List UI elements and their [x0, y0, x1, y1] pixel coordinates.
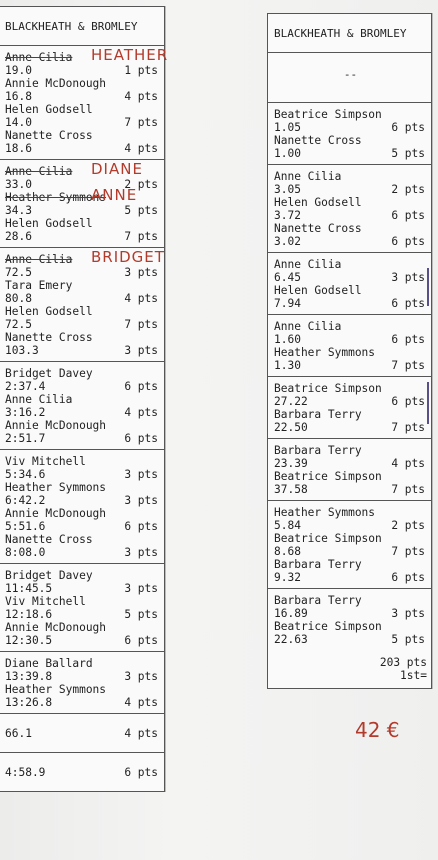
points: 6 pts: [391, 209, 425, 222]
athlete-name: Viv Mitchell: [5, 455, 86, 468]
result-value: 1.00: [274, 147, 301, 160]
result-row: [5, 318, 160, 331]
athlete-name: Helen Godsell: [274, 284, 362, 297]
event-cell: [0, 652, 164, 714]
athlete-entry: [274, 320, 427, 346]
points: 4 pts: [124, 292, 158, 305]
result-value: 13:39.8: [5, 670, 53, 683]
event-cell: [268, 103, 431, 165]
result-row: [274, 183, 427, 196]
points: 6 pts: [391, 395, 425, 408]
athlete-name: Anne Cilia: [274, 320, 342, 333]
athlete-name: Nanette Cross: [274, 222, 362, 235]
athlete-name: Tara Emery: [5, 279, 73, 292]
empty-event-cell: --: [268, 53, 431, 103]
result-row: [274, 519, 427, 532]
result-row: [274, 421, 427, 434]
result-row: [5, 696, 160, 709]
points: 3 pts: [124, 266, 158, 279]
athlete-name: Helen Godsell: [5, 103, 93, 116]
athlete-entry: [274, 444, 427, 470]
points: 7 pts: [124, 116, 158, 129]
result-value: 37.58: [274, 483, 308, 496]
result-row: [5, 546, 160, 559]
points: 4 pts: [124, 727, 158, 740]
result-value: 103.3: [5, 344, 39, 357]
points: 7 pts: [391, 483, 425, 496]
athlete-name: Beatrice Simpson: [274, 108, 382, 121]
athlete-name: Barbara Terry: [274, 558, 362, 571]
result-value: 12:30.5: [5, 634, 53, 647]
result-value: 13:26.8: [5, 696, 53, 709]
right-cells: [268, 103, 431, 650]
event-cell: [0, 753, 164, 791]
points: 3 pts: [124, 468, 158, 481]
result-value: 9.32: [274, 571, 301, 584]
result-value: 33.0: [5, 178, 32, 191]
event-cell: [268, 315, 431, 377]
result-row: [5, 608, 160, 621]
athlete-entry: [5, 393, 160, 419]
athlete-entry: [274, 620, 427, 646]
event-cell: [0, 362, 164, 450]
athlete-entry: [5, 455, 160, 481]
result-row: [274, 571, 427, 584]
result-row: [5, 494, 160, 507]
event-cell: [268, 589, 431, 650]
points: 2 pts: [391, 183, 425, 196]
result-value: 1.30: [274, 359, 301, 372]
result-value: 3.72: [274, 209, 301, 222]
result-row: [5, 520, 160, 533]
athlete-entry: [274, 108, 427, 134]
points: 7 pts: [391, 545, 425, 558]
athlete-entry: [5, 279, 160, 305]
athlete-name: Anne Cilia: [274, 170, 342, 183]
result-value: 72.5: [5, 266, 32, 279]
athlete-name: Bridget Davey: [5, 367, 93, 380]
athlete-entry: [5, 248, 165, 279]
athlete-entry: [274, 408, 427, 434]
athlete-entry: [5, 727, 160, 740]
result-value: 3.05: [274, 183, 301, 196]
result-row: [5, 142, 160, 155]
athlete-name: Beatrice Simpson: [274, 470, 382, 483]
athlete-entry: [5, 657, 160, 683]
result-value: 3:16.2: [5, 406, 46, 419]
result-row: [5, 380, 160, 393]
result-row: [274, 395, 427, 408]
points: 3 pts: [124, 546, 158, 559]
result-row: [5, 468, 160, 481]
athlete-name: Heather Symmons: [274, 346, 376, 359]
result-row: [5, 230, 160, 243]
athlete-entry: [5, 103, 160, 129]
result-value: 12:18.6: [5, 608, 53, 621]
points: 2 pts: [391, 519, 425, 532]
event-cell: [0, 46, 169, 160]
athlete-name: Beatrice Simpson: [274, 382, 382, 395]
points: 3 pts: [124, 344, 158, 357]
event-cell: [268, 501, 431, 589]
handwritten-substitute-name: HEATHER: [91, 46, 169, 64]
athlete-entry: [274, 594, 427, 620]
athlete-name: Nanette Cross: [5, 533, 93, 546]
result-row: [274, 607, 427, 620]
athlete-entry: [274, 470, 427, 496]
athlete-name: Barbara Terry: [274, 408, 362, 421]
result-row: [5, 766, 160, 779]
result-row: [5, 634, 160, 647]
result-row: [5, 292, 160, 305]
athlete-entry: [274, 284, 427, 310]
athlete-name: Anne Cilia: [5, 165, 73, 178]
result-row: [274, 271, 427, 284]
result-row: [5, 204, 160, 217]
athlete-name: Barbara Terry: [274, 444, 362, 457]
athlete-entry: [274, 222, 427, 248]
athlete-entry: [5, 77, 160, 103]
result-row: [5, 116, 160, 129]
result-row: [5, 406, 160, 419]
points: 4 pts: [391, 457, 425, 470]
result-value: 22.63: [274, 633, 308, 646]
athlete-entry: [274, 134, 427, 160]
athlete-name: Anne Cilia: [5, 51, 73, 64]
points: 4 pts: [124, 90, 158, 103]
points: 6 pts: [391, 235, 425, 248]
athlete-entry: [5, 217, 160, 243]
athlete-entry: [274, 346, 427, 372]
total-cell: [268, 650, 431, 688]
result-value: 1.60: [274, 333, 301, 346]
athlete-entry: [274, 532, 427, 558]
athlete-name: Nanette Cross: [5, 331, 93, 344]
athlete-entry: [5, 481, 160, 507]
points: 6 pts: [391, 121, 425, 134]
total-points: 203 pts: [379, 656, 427, 669]
event-cell: [268, 439, 431, 501]
event-cell: [268, 377, 431, 439]
points: 2 pts: [124, 178, 158, 191]
result-row: [5, 266, 160, 279]
left-club-header: BLACKHEATH & BROMLEY: [0, 7, 164, 46]
left-results-column: [0, 6, 169, 792]
athlete-entry: [5, 305, 160, 331]
result-value: 1.05: [274, 121, 301, 134]
athlete-name: Barbara Terry: [274, 594, 362, 607]
result-value: 5.84: [274, 519, 301, 532]
athlete-entry: [5, 129, 160, 155]
athlete-name: Heather Symmons: [5, 191, 107, 204]
points: 4 pts: [124, 696, 158, 709]
result-value: 72.5: [5, 318, 32, 331]
athlete-name: Beatrice Simpson: [274, 620, 382, 633]
points: 6 pts: [124, 432, 158, 445]
result-row: [5, 344, 160, 357]
points: 6 pts: [124, 634, 158, 647]
handwritten-amount: 42 €: [355, 718, 400, 742]
athlete-entry: [5, 595, 160, 621]
result-value: 7.94: [274, 297, 301, 310]
result-row: [5, 432, 160, 445]
result-row: [5, 727, 160, 740]
result-row: [5, 670, 160, 683]
pen-mark: [427, 382, 429, 424]
result-value: 27.22: [274, 395, 308, 408]
athlete-name: Annie McDonough: [5, 621, 107, 634]
handwritten-substitute-name: BRIDGET: [91, 248, 165, 266]
result-value: 80.8: [5, 292, 32, 305]
athlete-entry: [274, 258, 427, 284]
result-value: 8:08.0: [5, 546, 46, 559]
result-row: [274, 235, 427, 248]
result-value: 66.1: [5, 727, 32, 740]
athlete-name: Annie McDonough: [5, 77, 107, 90]
athlete-name: Annie McDonough: [5, 419, 107, 432]
athlete-entry: [274, 170, 427, 196]
athlete-entry: [5, 569, 160, 595]
points: 4 pts: [124, 406, 158, 419]
result-row: [274, 633, 427, 646]
points: 5 pts: [124, 204, 158, 217]
result-row: [274, 545, 427, 558]
athlete-name: Viv Mitchell: [5, 595, 86, 608]
result-value: 3.02: [274, 235, 301, 248]
athlete-entry: [5, 507, 160, 533]
points: 6 pts: [391, 333, 425, 346]
result-value: 22.50: [274, 421, 308, 434]
athlete-name: Heather Symmons: [274, 506, 376, 519]
right-club-header: BLACKHEATH & BROMLEY: [268, 14, 431, 53]
athlete-entry: [5, 621, 160, 647]
points: 3 pts: [391, 271, 425, 284]
result-row: [5, 582, 160, 595]
points: 6 pts: [391, 571, 425, 584]
event-cell: [0, 564, 164, 652]
points: 3 pts: [124, 670, 158, 683]
athlete-name: Anne Cilia: [5, 393, 73, 406]
points: 5 pts: [124, 608, 158, 621]
points: 6 pts: [124, 380, 158, 393]
athlete-name: Bridget Davey: [5, 569, 93, 582]
athlete-name: Annie McDonough: [5, 507, 107, 520]
result-value: 6.45: [274, 271, 301, 284]
result-row: [274, 457, 427, 470]
result-value: 2:51.7: [5, 432, 46, 445]
result-row: [5, 64, 160, 77]
handwritten-substitute-name: DIANE: [91, 160, 143, 178]
event-cell: [0, 450, 164, 564]
points: 7 pts: [391, 421, 425, 434]
athlete-entry: [5, 683, 160, 709]
athlete-name: Anne Cilia: [5, 253, 73, 266]
result-value: 18.6: [5, 142, 32, 155]
result-row: [274, 483, 427, 496]
points: 3 pts: [124, 582, 158, 595]
points: 6 pts: [124, 520, 158, 533]
pen-mark: [427, 268, 429, 306]
points: 6 pts: [391, 297, 425, 310]
result-row: [274, 359, 427, 372]
athlete-entry: [274, 506, 427, 532]
result-value: 23.39: [274, 457, 308, 470]
athlete-entry: [5, 367, 160, 393]
points: 7 pts: [124, 318, 158, 331]
result-value: 4:58.9: [5, 766, 46, 779]
result-value: 2:37.4: [5, 380, 46, 393]
points: 5 pts: [391, 147, 425, 160]
result-value: 19.0: [5, 64, 32, 77]
result-row: [274, 297, 427, 310]
athlete-entry: [5, 331, 160, 357]
result-value: 5:34.6: [5, 468, 46, 481]
points: 1 pts: [124, 64, 158, 77]
event-cell: [0, 714, 164, 753]
athlete-entry: [5, 766, 160, 779]
result-row: [5, 90, 160, 103]
result-value: 11:45.5: [5, 582, 53, 595]
result-row: [274, 147, 427, 160]
result-value: 5:51.6: [5, 520, 46, 533]
event-cell: [268, 253, 431, 315]
athlete-name: Helen Godsell: [5, 217, 93, 230]
athlete-name: Heather Symmons: [5, 481, 107, 494]
finishing-position: 1st=: [400, 669, 427, 682]
result-value: 16.89: [274, 607, 308, 620]
result-value: 34.3: [5, 204, 32, 217]
athlete-name: Beatrice Simpson: [274, 532, 382, 545]
athlete-name: Anne Cilia: [274, 258, 342, 271]
left-cells: [0, 46, 169, 791]
points: 3 pts: [124, 494, 158, 507]
points: 4 pts: [124, 142, 158, 155]
athlete-entry: [274, 558, 427, 584]
handwritten-substitute-name: ANNE: [91, 186, 138, 204]
points: 7 pts: [391, 359, 425, 372]
athlete-entry: [274, 382, 427, 408]
event-cell: [268, 165, 431, 253]
result-row: [274, 333, 427, 346]
result-value: 6:42.2: [5, 494, 46, 507]
result-row: [274, 209, 427, 222]
athlete-name: Diane Ballard: [5, 657, 93, 670]
result-value: 8.68: [274, 545, 301, 558]
athlete-entry: [5, 419, 160, 445]
points: 5 pts: [391, 633, 425, 646]
athlete-entry: [5, 186, 160, 217]
athlete-name: Helen Godsell: [274, 196, 362, 209]
event-cell: [0, 248, 164, 362]
points: 3 pts: [391, 607, 425, 620]
result-value: 16.8: [5, 90, 32, 103]
athlete-name: Nanette Cross: [5, 129, 93, 142]
athlete-name: Helen Godsell: [5, 305, 93, 318]
result-value: 14.0: [5, 116, 32, 129]
points: 6 pts: [124, 766, 158, 779]
athlete-name: Nanette Cross: [274, 134, 362, 147]
athlete-entry: [5, 533, 160, 559]
athlete-entry: [274, 196, 427, 222]
points: 7 pts: [124, 230, 158, 243]
athlete-entry: [5, 46, 169, 77]
event-cell: [0, 160, 164, 248]
athlete-name: Heather Symmons: [5, 683, 107, 696]
result-row: [274, 121, 427, 134]
result-value: 28.6: [5, 230, 32, 243]
right-results-column: [267, 13, 432, 689]
